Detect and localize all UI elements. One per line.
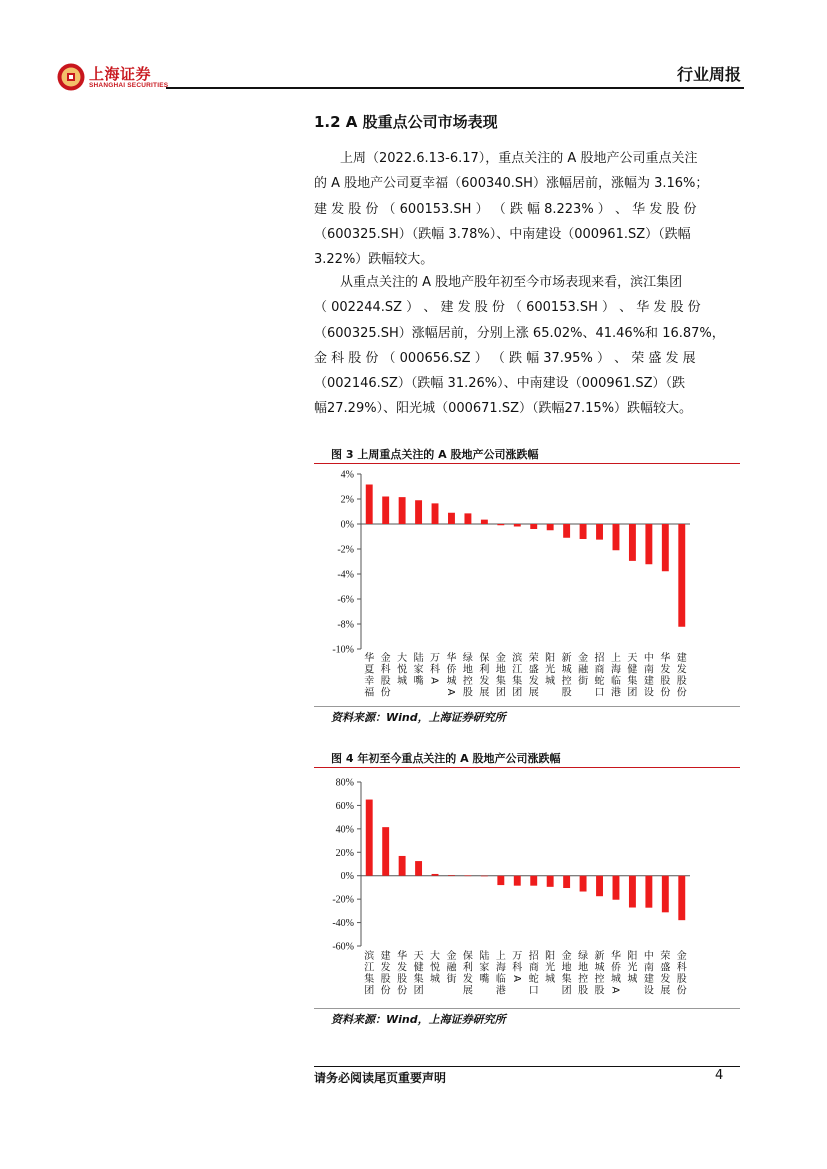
category-label: 集 <box>364 974 375 985</box>
category-label: 建 <box>676 653 687 664</box>
category-label: 海 <box>610 664 621 676</box>
category-label: 天 <box>627 653 638 664</box>
category-label: 街 <box>578 676 589 687</box>
bar <box>580 876 587 892</box>
logo-text-cn: 上海证券 <box>89 65 152 83</box>
category-label: 家 <box>479 962 490 974</box>
category-label: 绿 <box>578 951 589 962</box>
bar <box>613 876 620 900</box>
category-label: 新 <box>594 951 605 962</box>
bar <box>547 876 554 887</box>
category-label: 股 <box>561 687 572 699</box>
category-label: 阳 <box>627 951 638 962</box>
bar <box>613 524 620 550</box>
category-label: 悦 <box>397 664 408 676</box>
figure4-chart <box>314 768 740 1008</box>
category-label: 股 <box>462 687 473 699</box>
category-label: 荣 <box>660 951 671 962</box>
category-label: 团 <box>512 687 523 699</box>
category-label: 城 <box>545 676 556 687</box>
category-label: 发 <box>397 962 408 974</box>
figure4-svg <box>314 768 740 1008</box>
category-label: 利 <box>479 664 490 676</box>
category-label: A <box>609 986 621 994</box>
category-label: 蛇 <box>594 676 605 687</box>
bar <box>678 524 685 627</box>
bar <box>629 524 636 561</box>
category-label: 海 <box>495 962 506 974</box>
paragraph-line: 从重点关注的 A 股地产股年初至今市场表现来看，滨江集团 <box>340 275 683 290</box>
category-label: 阳 <box>545 653 556 664</box>
category-label: 家 <box>413 664 424 676</box>
category-label: 建 <box>643 676 654 687</box>
category-label: 悦 <box>430 962 441 974</box>
category-label: 陆 <box>413 653 424 664</box>
figure3-title: 图 3 上周重点关注的 A 股地产公司涨跌幅 <box>331 448 539 461</box>
category-label: 股 <box>676 974 687 985</box>
category-label: 科 <box>380 664 391 676</box>
bar <box>514 876 521 886</box>
category-label: A <box>510 975 522 982</box>
category-label: 股 <box>660 676 671 687</box>
category-label: 融 <box>446 962 457 974</box>
category-label: 份 <box>660 687 671 699</box>
figure4-bottom-rule <box>314 1008 740 1009</box>
category-label: 商 <box>594 664 605 676</box>
category-label: 保 <box>462 951 473 962</box>
category-label: 侨 <box>610 962 621 974</box>
category-label: 福 <box>364 687 375 699</box>
figure3-chart <box>314 464 740 706</box>
category-label: 万 <box>512 951 523 962</box>
category-label: 团 <box>364 985 375 997</box>
bar <box>580 524 587 539</box>
category-label: 建 <box>643 974 654 985</box>
category-label: 份 <box>397 985 408 997</box>
bar <box>514 524 521 527</box>
paragraph-line: （600325.SH）涨幅居前，分别上涨 65.02%、41.46%和 16.87%， <box>314 325 725 341</box>
category-label: 招 <box>528 951 539 962</box>
category-label: 展 <box>479 687 490 699</box>
category-label: 城 <box>594 962 605 974</box>
category-label: 发 <box>380 962 391 974</box>
bar <box>399 856 406 876</box>
category-label: 江 <box>364 962 375 974</box>
category-label: 幸 <box>364 676 375 687</box>
category-label: 团 <box>495 687 506 699</box>
paragraph-weekly <box>314 146 739 272</box>
section-title: 1.2 A 股重点公司市场表现 <box>314 113 498 131</box>
category-label: 集 <box>627 676 638 687</box>
category-label: 股 <box>380 676 391 687</box>
category-label: 科 <box>676 962 687 974</box>
bar <box>497 876 504 885</box>
bar <box>629 876 636 908</box>
category-label: 城 <box>397 676 408 687</box>
paragraph-line: 金 科 股 份 （ 000656.SZ ） （ 跌 幅 37.95% ） 、 荣 盛 发 展 <box>314 350 696 366</box>
category-label: 健 <box>627 664 638 676</box>
category-label: 地 <box>561 962 572 974</box>
category-label: 展 <box>462 985 473 997</box>
category-label: 金 <box>676 951 687 962</box>
y-tick-label: 2% <box>340 494 354 506</box>
category-label: 城 <box>446 676 457 687</box>
category-label: 城 <box>545 974 556 985</box>
bar <box>399 497 406 524</box>
bar <box>563 876 570 888</box>
category-label: 光 <box>545 962 556 974</box>
category-label: 股 <box>594 985 605 997</box>
category-label: 城 <box>610 974 621 985</box>
y-tick-label: -2% <box>337 544 354 556</box>
category-label: 股 <box>397 974 408 985</box>
bar <box>530 876 537 886</box>
category-label: 股 <box>380 974 391 985</box>
bar <box>547 524 554 530</box>
category-label: 科 <box>430 664 441 676</box>
category-label: 份 <box>380 687 391 699</box>
bar <box>382 827 389 876</box>
bar <box>382 497 389 525</box>
bar <box>464 875 471 876</box>
category-label: 港 <box>610 687 621 699</box>
category-label: 地 <box>495 664 506 676</box>
category-label: 上 <box>610 653 621 664</box>
y-tick-label: 0% <box>340 519 354 531</box>
category-label: 金 <box>380 653 391 664</box>
footer-disclaimer: 请务必阅读尾页重要声明 <box>314 1071 447 1085</box>
category-label: 侨 <box>446 664 457 676</box>
category-label: 城 <box>561 664 572 676</box>
paragraph-line: （002146.SZ）（跌幅 31.26%）、中南建设（000961.SZ）（跌 <box>314 376 686 392</box>
category-label: 华 <box>610 951 621 962</box>
bar <box>563 524 570 538</box>
company-logo <box>56 60 196 96</box>
category-label: 港 <box>495 985 506 997</box>
logo-text-en: SHANGHAI SECURITIES <box>89 82 169 89</box>
category-label: 南 <box>643 664 654 676</box>
category-label: 滨 <box>512 653 523 664</box>
category-label: 展 <box>528 687 539 699</box>
category-label: 利 <box>462 962 473 974</box>
bar <box>366 485 373 525</box>
category-label: 团 <box>627 687 638 699</box>
category-label: 股 <box>578 985 589 997</box>
bar <box>432 874 439 876</box>
bar <box>596 524 603 540</box>
category-label: 万 <box>430 653 441 664</box>
y-tick-label: -8% <box>337 619 354 631</box>
category-label: 盛 <box>528 664 539 676</box>
category-label: 上 <box>495 951 506 962</box>
category-label: A <box>428 677 440 684</box>
category-label: 发 <box>462 974 473 985</box>
figure3-source: 资料来源：Wind，上海证券研究所 <box>331 711 506 724</box>
category-label: 控 <box>462 676 473 687</box>
category-label: 招 <box>594 653 605 664</box>
category-label: 天 <box>413 951 424 962</box>
category-label: 份 <box>380 985 391 997</box>
paragraph-line: 建 发 股 份 （ 600153.SH ） （ 跌 幅 8.223% ） 、 华 发 股 份 <box>314 201 697 217</box>
category-label: 控 <box>561 676 572 687</box>
y-tick-label: 60% <box>335 800 354 812</box>
paragraph-line: 3.22%）跌幅较大。 <box>314 252 434 268</box>
bar <box>448 513 455 524</box>
report-type: 行业周报 <box>676 65 741 84</box>
category-label: 城 <box>430 974 441 985</box>
category-label: 科 <box>512 962 523 974</box>
category-label: 中 <box>643 653 654 664</box>
y-tick-label: 0% <box>340 871 354 883</box>
category-label: 城 <box>627 974 638 985</box>
category-label: 设 <box>643 985 654 997</box>
y-tick-label: -40% <box>332 918 354 930</box>
category-label: 团 <box>413 985 424 997</box>
bar <box>415 861 422 876</box>
category-label: 集 <box>512 676 523 687</box>
page-number: 4 <box>715 1068 724 1083</box>
bar <box>448 875 455 876</box>
category-label: 阳 <box>545 951 556 962</box>
category-label: 团 <box>561 985 572 997</box>
category-label: 盛 <box>660 962 671 974</box>
paragraph-line: （ 002244.SZ ） 、 建 发 股 份 （ 600153.SH ） 、 华 发 股 份 <box>314 300 701 316</box>
category-label: 华 <box>364 653 375 664</box>
category-label: 口 <box>594 687 605 699</box>
category-label: 南 <box>643 962 654 974</box>
figure3-bottom-rule <box>314 706 740 707</box>
category-label: 嘴 <box>413 676 424 687</box>
category-label: A <box>444 688 456 696</box>
category-label: 临 <box>610 676 621 687</box>
category-label: 份 <box>676 687 687 699</box>
category-label: 中 <box>643 951 654 962</box>
category-label: 展 <box>660 985 671 997</box>
category-label: 健 <box>413 962 424 974</box>
category-label: 金 <box>561 951 572 962</box>
category-label: 金 <box>446 951 457 962</box>
y-tick-label: -10% <box>332 644 354 656</box>
category-label: 大 <box>397 653 408 664</box>
category-label: 金 <box>495 653 506 664</box>
category-label: 份 <box>676 985 687 997</box>
figure4-source: 资料来源：Wind，上海证券研究所 <box>331 1013 506 1026</box>
category-label: 集 <box>413 974 424 985</box>
footer-divider <box>314 1066 740 1067</box>
y-tick-label: 20% <box>335 847 354 859</box>
category-label: 滨 <box>364 951 375 962</box>
bar <box>530 524 537 529</box>
y-tick-label: -20% <box>332 894 354 906</box>
category-label: 华 <box>446 653 457 664</box>
bar <box>497 524 504 525</box>
category-label: 商 <box>528 962 539 974</box>
category-label: 蛇 <box>528 974 539 985</box>
category-label: 融 <box>578 664 589 676</box>
bar <box>481 876 488 877</box>
category-label: 设 <box>643 687 654 699</box>
paragraph-ytd <box>314 270 739 422</box>
category-label: 绿 <box>462 653 473 664</box>
category-label: 发 <box>676 664 687 676</box>
y-tick-label: 4% <box>340 469 354 481</box>
category-label: 控 <box>578 974 589 985</box>
bar <box>415 500 422 524</box>
paragraph-line: 的 A 股地产公司夏幸福（600340.SH）涨幅居前，涨幅为 3.16%； <box>314 176 709 192</box>
category-label: 嘴 <box>479 974 490 985</box>
category-label: 江 <box>512 664 523 676</box>
category-label: 控 <box>594 974 605 985</box>
category-label: 华 <box>660 653 671 664</box>
category-label: 华 <box>397 951 408 962</box>
bar <box>678 876 685 920</box>
category-label: 地 <box>578 962 589 974</box>
category-label: 股 <box>676 676 687 687</box>
category-label: 大 <box>430 951 441 962</box>
category-label: 光 <box>545 664 556 676</box>
category-label: 口 <box>528 985 539 997</box>
bar <box>464 513 471 524</box>
bar <box>645 524 652 564</box>
bar <box>645 876 652 908</box>
bar <box>662 876 669 913</box>
category-label: 光 <box>627 962 638 974</box>
category-label: 保 <box>479 653 490 664</box>
paragraph-line: 上周（2022.6.13-6.17），重点关注的 A 股地产公司重点关注 <box>340 151 698 166</box>
category-label: 发 <box>660 664 671 676</box>
category-label: 发 <box>660 974 671 985</box>
bar <box>662 524 669 571</box>
logo-emblem-icon <box>56 62 86 92</box>
figure4-title: 图 4 年初至今重点关注的 A 股地产公司涨跌幅 <box>331 752 561 765</box>
y-tick-label: -60% <box>332 941 354 953</box>
header-divider <box>166 87 744 89</box>
bar <box>432 503 439 524</box>
y-tick-label: 80% <box>335 777 354 789</box>
y-tick-label: 40% <box>335 824 354 836</box>
paragraph-line: （600325.SH）（跌幅 3.78%）、中南建设（000961.SZ）（跌幅 <box>314 226 691 242</box>
category-label: 临 <box>495 974 506 985</box>
bar <box>481 520 488 524</box>
category-label: 地 <box>462 664 473 676</box>
category-label: 集 <box>495 676 506 687</box>
category-label: 建 <box>380 951 391 962</box>
bar <box>596 876 603 896</box>
category-label: 发 <box>528 676 539 687</box>
category-label: 集 <box>561 974 572 985</box>
category-label: 荣 <box>528 653 539 664</box>
paragraph-line: 幅27.29%）、阳光城（000671.SZ）（跌幅27.15%）跌幅较大。 <box>314 401 693 417</box>
y-tick-label: -6% <box>337 594 354 606</box>
bar <box>366 800 373 876</box>
category-label: 金 <box>578 653 589 664</box>
category-label: 发 <box>479 676 490 687</box>
figure3-svg <box>314 464 740 706</box>
category-label: 街 <box>446 974 457 985</box>
y-tick-label: -4% <box>337 569 354 581</box>
category-label: 新 <box>561 653 572 664</box>
category-label: 陆 <box>479 951 490 962</box>
category-label: 夏 <box>364 664 375 676</box>
